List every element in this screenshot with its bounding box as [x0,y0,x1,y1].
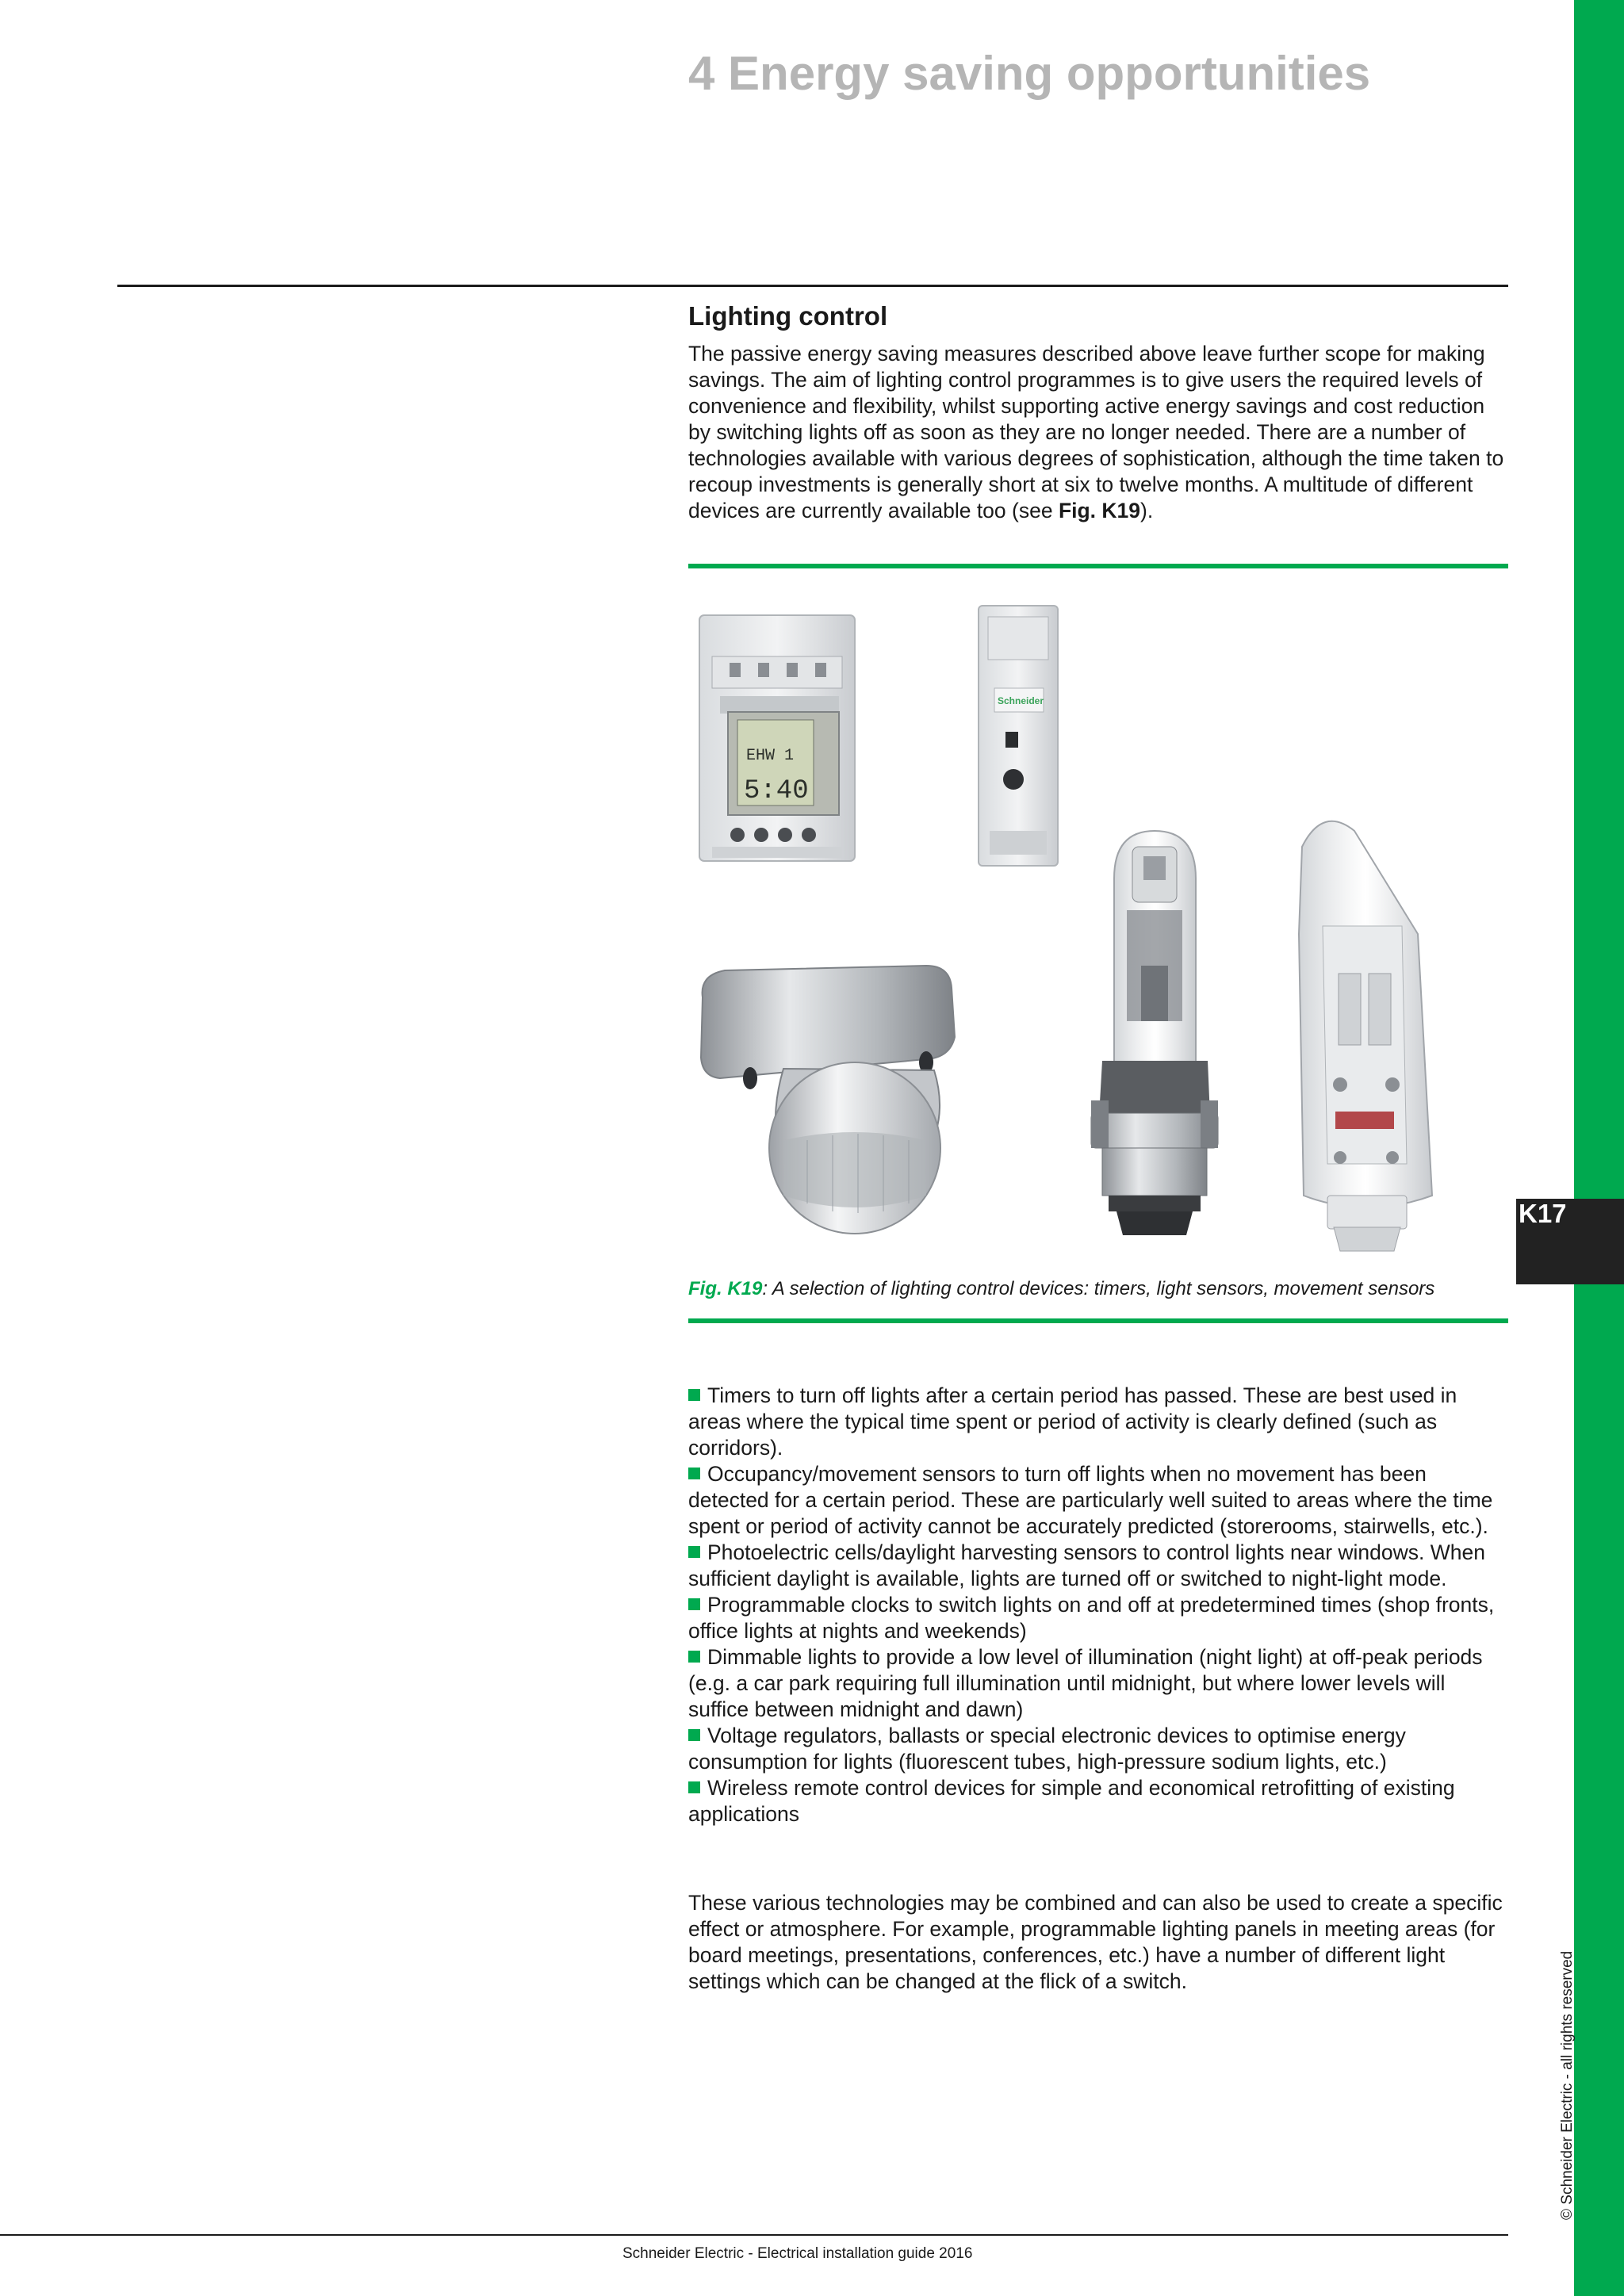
figure-k19 [688,593,1508,1259]
svg-text:5:40: 5:40 [744,776,809,806]
copyright-notice: © Schneider Electric - all rights reserved [1559,1950,1576,2220]
svg-text:EHW 1: EHW 1 [746,747,795,765]
list-item: Timers to turn off lights after a certain period has passed. These are best used in areas where the typical time spent or period of activity is clearly defined (such as corridors). [688,1383,1457,1460]
photoelectric-cell-device [1091,831,1218,1235]
bullet-square-icon [688,1468,700,1479]
section-heading: Lighting control [688,301,888,331]
chapter-title: 4 Energy saving opportunities [688,47,1371,100]
modular-time-switch-device [979,606,1058,866]
header-divider [117,285,1508,287]
list-item: Occupancy/movement sensors to turn off lights when no movement has been detected for a certain period. These are particularly well suited to areas where the time spent or period of activity cannot be accurately predicted (storerooms, stairwells, etc.). [688,1462,1493,1538]
bullet-square-icon [688,1389,700,1401]
list-item: Voltage regulators, ballasts or special electronic devices to optimise energy consumption for lights (fluorescent tubes, high-pressure sodium lights, etc.) [688,1724,1406,1774]
page-number-tab [1516,1199,1624,1284]
figure-caption: Fig. K19: A selection of lighting control devices: timers, light sensors, movement sensors [688,1278,1435,1299]
list-item: Wireless remote control devices for simple and economical retrofitting of existing applications [688,1776,1455,1826]
movement-sensor-device [701,966,955,1234]
bullet-square-icon [688,1651,700,1663]
figure-reference[interactable]: Fig. K19 [1058,499,1141,522]
light-sensor-device [1299,821,1432,1251]
figure-top-rule [688,564,1508,568]
figure-label: Fig. K19 [688,1278,763,1299]
footer-text: Schneider Electric - Electrical installation guide 2016 [622,2245,973,2262]
svg-text:Schneider: Schneider [998,695,1044,706]
intro-paragraph: The passive energy saving measures described above leave further scope for making savings. The aim of lighting control programmes is to give users the required levels of convenience and flexibility, whilst supporting active energy savings and cost reduction by switching lights off as soon as they are no longer needed. There are a number of technologies available with various degrees of sophistication, although the time taken to recoup investments is generally short at six to twelve months. A multitude of different devices are currently available too (see Fig. K19). [688,342,1504,522]
side-accent-bar [1574,0,1624,2296]
bullet-square-icon [688,1546,700,1558]
closing-paragraph: These various technologies may be combined and can also be used to create a specific effect or atmosphere. For example, programmable lighting panels in meeting areas (for board meetings, presentations, conferences, etc.) have a number of different light settings which can be changed at the flick of a switch. [688,1891,1503,1993]
footer-divider [0,2234,1508,2236]
bullet-square-icon [688,1781,700,1793]
list-item: Photoelectric cells/daylight harvesting sensors to control lights near windows. When sufficient daylight is available, lights are turned off or switched to night-light mode. [688,1540,1485,1590]
programmable-timer-device [699,615,855,861]
technology-list [688,1383,1508,1827]
figure-bottom-rule [688,1318,1508,1323]
bullet-square-icon [688,1729,700,1741]
page-number: K17 [1519,1199,1567,1228]
bullet-square-icon [688,1598,700,1610]
list-item: Programmable clocks to switch lights on and off at predetermined times (shop fronts, office lights at nights and weekends) [688,1593,1495,1643]
list-item: Dimmable lights to provide a low level of illumination (night light) at off-peak periods (e.g. a car park requiring full illumination until midnight, but where lower levels will suffice between midnight and dawn) [688,1645,1483,1721]
